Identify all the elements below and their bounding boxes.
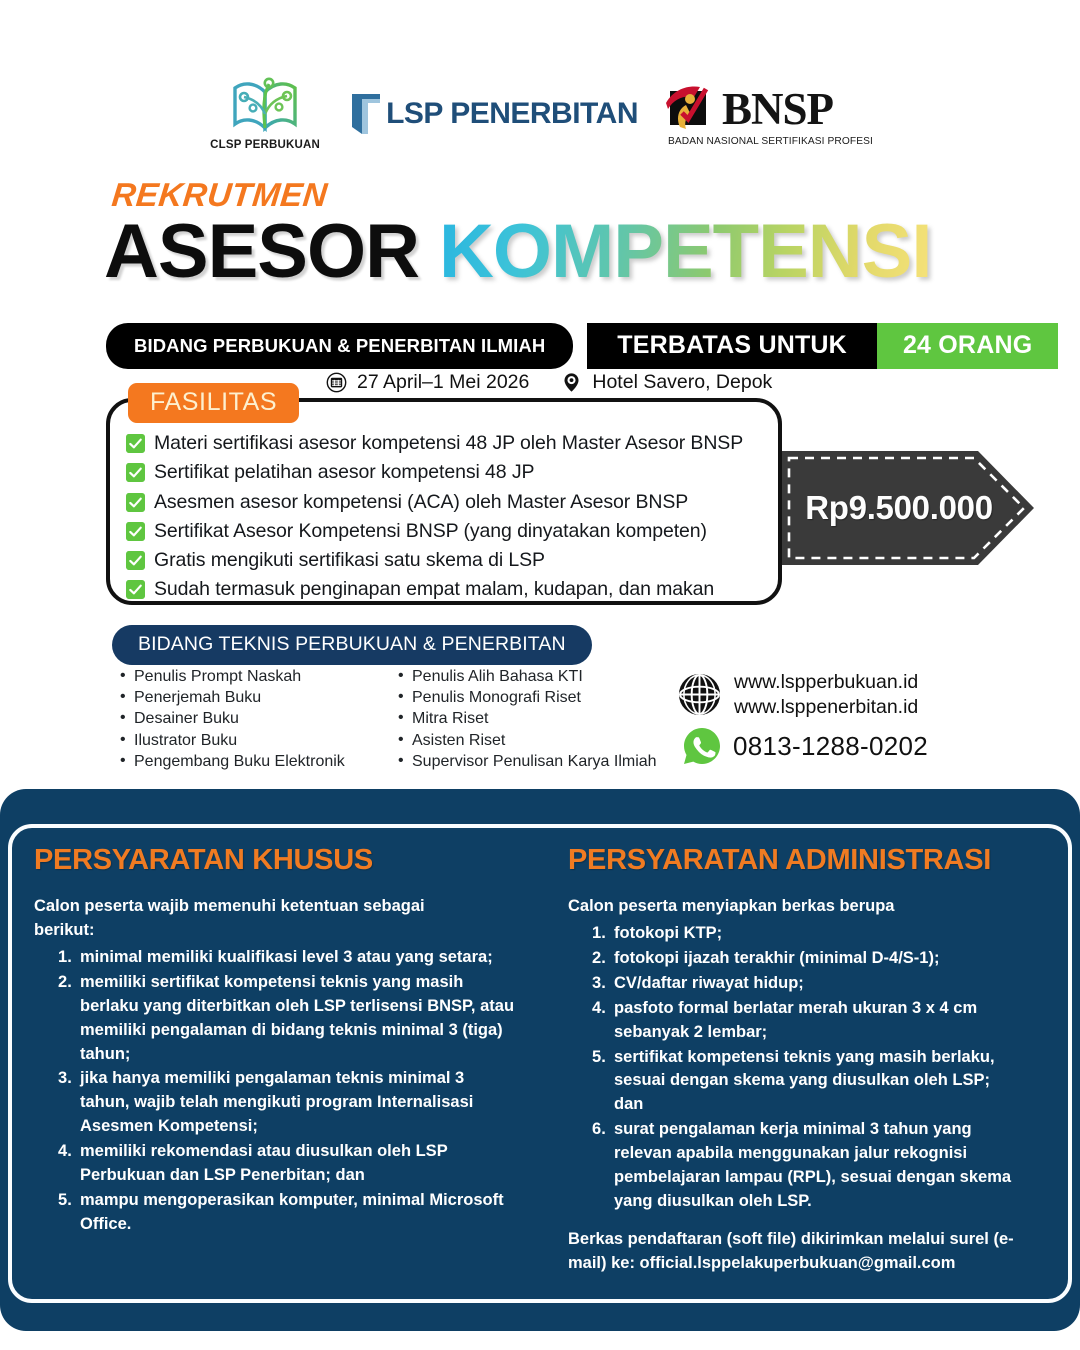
check-icon	[126, 493, 145, 512]
list-item: • Penulis Alih Bahasa KTI	[396, 668, 666, 687]
requirements-administrasi	[540, 844, 1046, 1331]
fasilitas-item-text: Gratis mengikuti sertifikasi satu skema di LSP	[154, 549, 545, 572]
requirements-khusus	[34, 844, 540, 1331]
contact-websites[interactable]	[678, 670, 918, 720]
website-2[interactable]: www.lsppenerbitan.id	[734, 695, 919, 718]
event-date: 27 April–1 Mei 2026	[357, 371, 530, 393]
list-item: • Penerjemah Buku	[118, 689, 350, 708]
logo-clsp-perbukuan	[207, 74, 323, 151]
list-item	[126, 488, 776, 516]
badge-quota-value: 24 ORANG	[877, 323, 1058, 369]
requirements-khusus-intro: Calon peserta wajib memenuhi ketentuan sebagai berikut:	[34, 897, 425, 939]
list-item: • Supervisor Penulisan Karya Ilmiah	[396, 753, 666, 772]
requirements-khusus-list	[58, 946, 516, 1237]
fasilitas-label: FASILITAS	[128, 383, 299, 423]
logo-bnsp-text: BNSP	[722, 83, 834, 134]
list-item: • Asisten Riset	[396, 732, 666, 751]
logo-row	[0, 74, 1080, 151]
list-item: mampu mengoperasikan komputer, minimal Microsoft Office.	[80, 1191, 504, 1233]
requirements-administrasi-list	[592, 922, 1022, 1214]
fasilitas-item-text: Sertifikat pelatihan asesor kompetensi 48 JP	[154, 461, 535, 484]
headline-kicker: REKRUTMEN	[110, 176, 330, 213]
list-item: sertifikat kompetensi teknis yang masih berlaku, sesuai dengan skema yang diusulkan oleh LSP; dan	[614, 1047, 995, 1114]
list-item	[126, 429, 776, 457]
website-1[interactable]: www.lspperbukuan.id	[734, 671, 919, 693]
bidang-teknis-heading: BIDANG TEKNIS PERBUKUAN & PENERBITAN	[112, 625, 592, 665]
check-icon	[126, 434, 145, 453]
requirements-administrasi-intro: Calon peserta menyiapkan berkas berupa	[568, 897, 895, 915]
fasilitas-list	[126, 429, 776, 604]
badge-quota-label: TERBATAS UNTUK	[587, 323, 877, 369]
lsp-bracket-icon	[349, 91, 383, 137]
fasilitas-item-text: Asesmen asesor kompetensi (ACA) oleh Master Asesor BNSP	[154, 490, 689, 513]
logo-lsp-penerbitan	[349, 91, 638, 151]
fasilitas-item-text: Sudah termasuk penginapan empat malam, kudapan, dan makan	[154, 578, 715, 601]
contact-whatsapp[interactable]	[682, 726, 928, 766]
badge-bidang: BIDANG PERBUKUAN & PENERBITAN ILMIAH	[106, 323, 573, 369]
headline-word-asesor: ASESOR	[104, 209, 419, 294]
logo-lsp-text: LSP PENERBITAN	[386, 97, 638, 130]
list-item: minimal memiliki kualifikasi level 3 atau yang setara;	[80, 947, 493, 966]
list-item: • Ilustrator Buku	[118, 732, 350, 751]
whatsapp-number[interactable]: 0813-1288-0202	[733, 730, 929, 761]
event-meta	[326, 371, 772, 394]
globe-icon	[678, 673, 721, 716]
bidang-teknis-column-left	[118, 668, 350, 774]
fasilitas-item-text: Sertifikat Asesor Kompetensi BNSP (yang dinyatakan kompeten)	[154, 519, 707, 542]
check-icon	[126, 580, 145, 599]
list-item	[126, 458, 776, 486]
logo-bnsp-subtitle: BADAN NASIONAL SERTIFIKASI PROFESI	[668, 136, 873, 147]
price-tag	[782, 447, 1038, 569]
list-item: memiliki sertifikat kompetensi teknis yang masih berlaku yang diterbitkan oleh LSP terlisensi BNSP, atau memiliki pengalaman di bidang teknis minimal 3 (tiga) tahun;	[80, 972, 515, 1063]
logo-bnsp	[664, 83, 873, 151]
list-item: fotokopi ijazah terakhir (minimal D-4/S-1);	[614, 948, 940, 967]
list-item	[126, 575, 776, 603]
requirements-khusus-title: PERSYARATAN KHUSUS	[34, 844, 373, 876]
list-item: memiliki rekomendasi atau diusulkan oleh LSP Perbukuan dan LSP Penerbitan; dan	[80, 1142, 448, 1185]
logo-bnsp-top	[664, 83, 833, 135]
headline-word-kompetensi: KOMPETENSI	[438, 209, 932, 294]
list-item: • Pengembang Buku Elektronik	[118, 753, 350, 772]
logo-clsp-caption: CLSP PERBUKUAN	[210, 139, 321, 151]
requirements-columns	[0, 789, 1080, 1331]
list-item: • Penulis Prompt Naskah	[118, 668, 350, 687]
list-item: • Mitra Riset	[396, 710, 666, 729]
list-item	[126, 517, 776, 545]
bnsp-figure-icon	[664, 83, 720, 135]
list-item: fotokopi KTP;	[614, 923, 723, 942]
bidang-teknis-column-right	[396, 668, 666, 774]
check-icon	[126, 522, 145, 541]
registration-note: Berkas pendaftaran (soft file) dikirimkan melalui surel (e-mail) ke: official.lsppelakuperbukuan@gmail.com	[568, 1229, 1014, 1272]
badge-row	[106, 323, 1058, 369]
bidang-teknis-columns	[118, 668, 678, 774]
list-item: • Penulis Monografi Riset	[396, 689, 666, 708]
list-item: pasfoto formal berlatar merah ukuran 3 x 4 cm sebanyak 2 lembar;	[614, 998, 978, 1041]
list-item: • Desainer Buku	[118, 710, 350, 729]
list-item: CV/daftar riwayat hidup;	[614, 973, 804, 992]
event-location: Hotel Savero, Depok	[592, 371, 773, 393]
website-lines	[734, 670, 918, 720]
price-value: Rp9.500.000	[805, 489, 993, 526]
list-item: surat pengalaman kerja minimal 3 tahun yang relevan apabila menggunakan jalur rekognisi pembelajaran lampau (RPL), sesuai dengan skema yang diusulkan oleh LSP.	[614, 1120, 1012, 1211]
list-item	[126, 546, 776, 574]
whatsapp-icon	[682, 726, 722, 766]
check-icon	[126, 551, 145, 570]
badge-quota	[587, 323, 1058, 369]
check-icon	[126, 463, 145, 482]
page-title	[104, 208, 931, 295]
open-book-leaf-icon	[229, 74, 301, 136]
calendar-icon	[326, 372, 347, 393]
fasilitas-item-text: Materi sertifikasi asesor kompetensi 48 JP oleh Master Asesor BNSP	[154, 432, 744, 454]
map-pin-icon	[561, 372, 582, 393]
list-item: jika hanya memiliki pengalaman teknis minimal 3 tahun, wajib telah mengikuti program Internalisasi Asesmen Kompetensi;	[80, 1069, 474, 1136]
requirements-administrasi-title: PERSYARATAN ADMINISTRASI	[568, 844, 991, 876]
